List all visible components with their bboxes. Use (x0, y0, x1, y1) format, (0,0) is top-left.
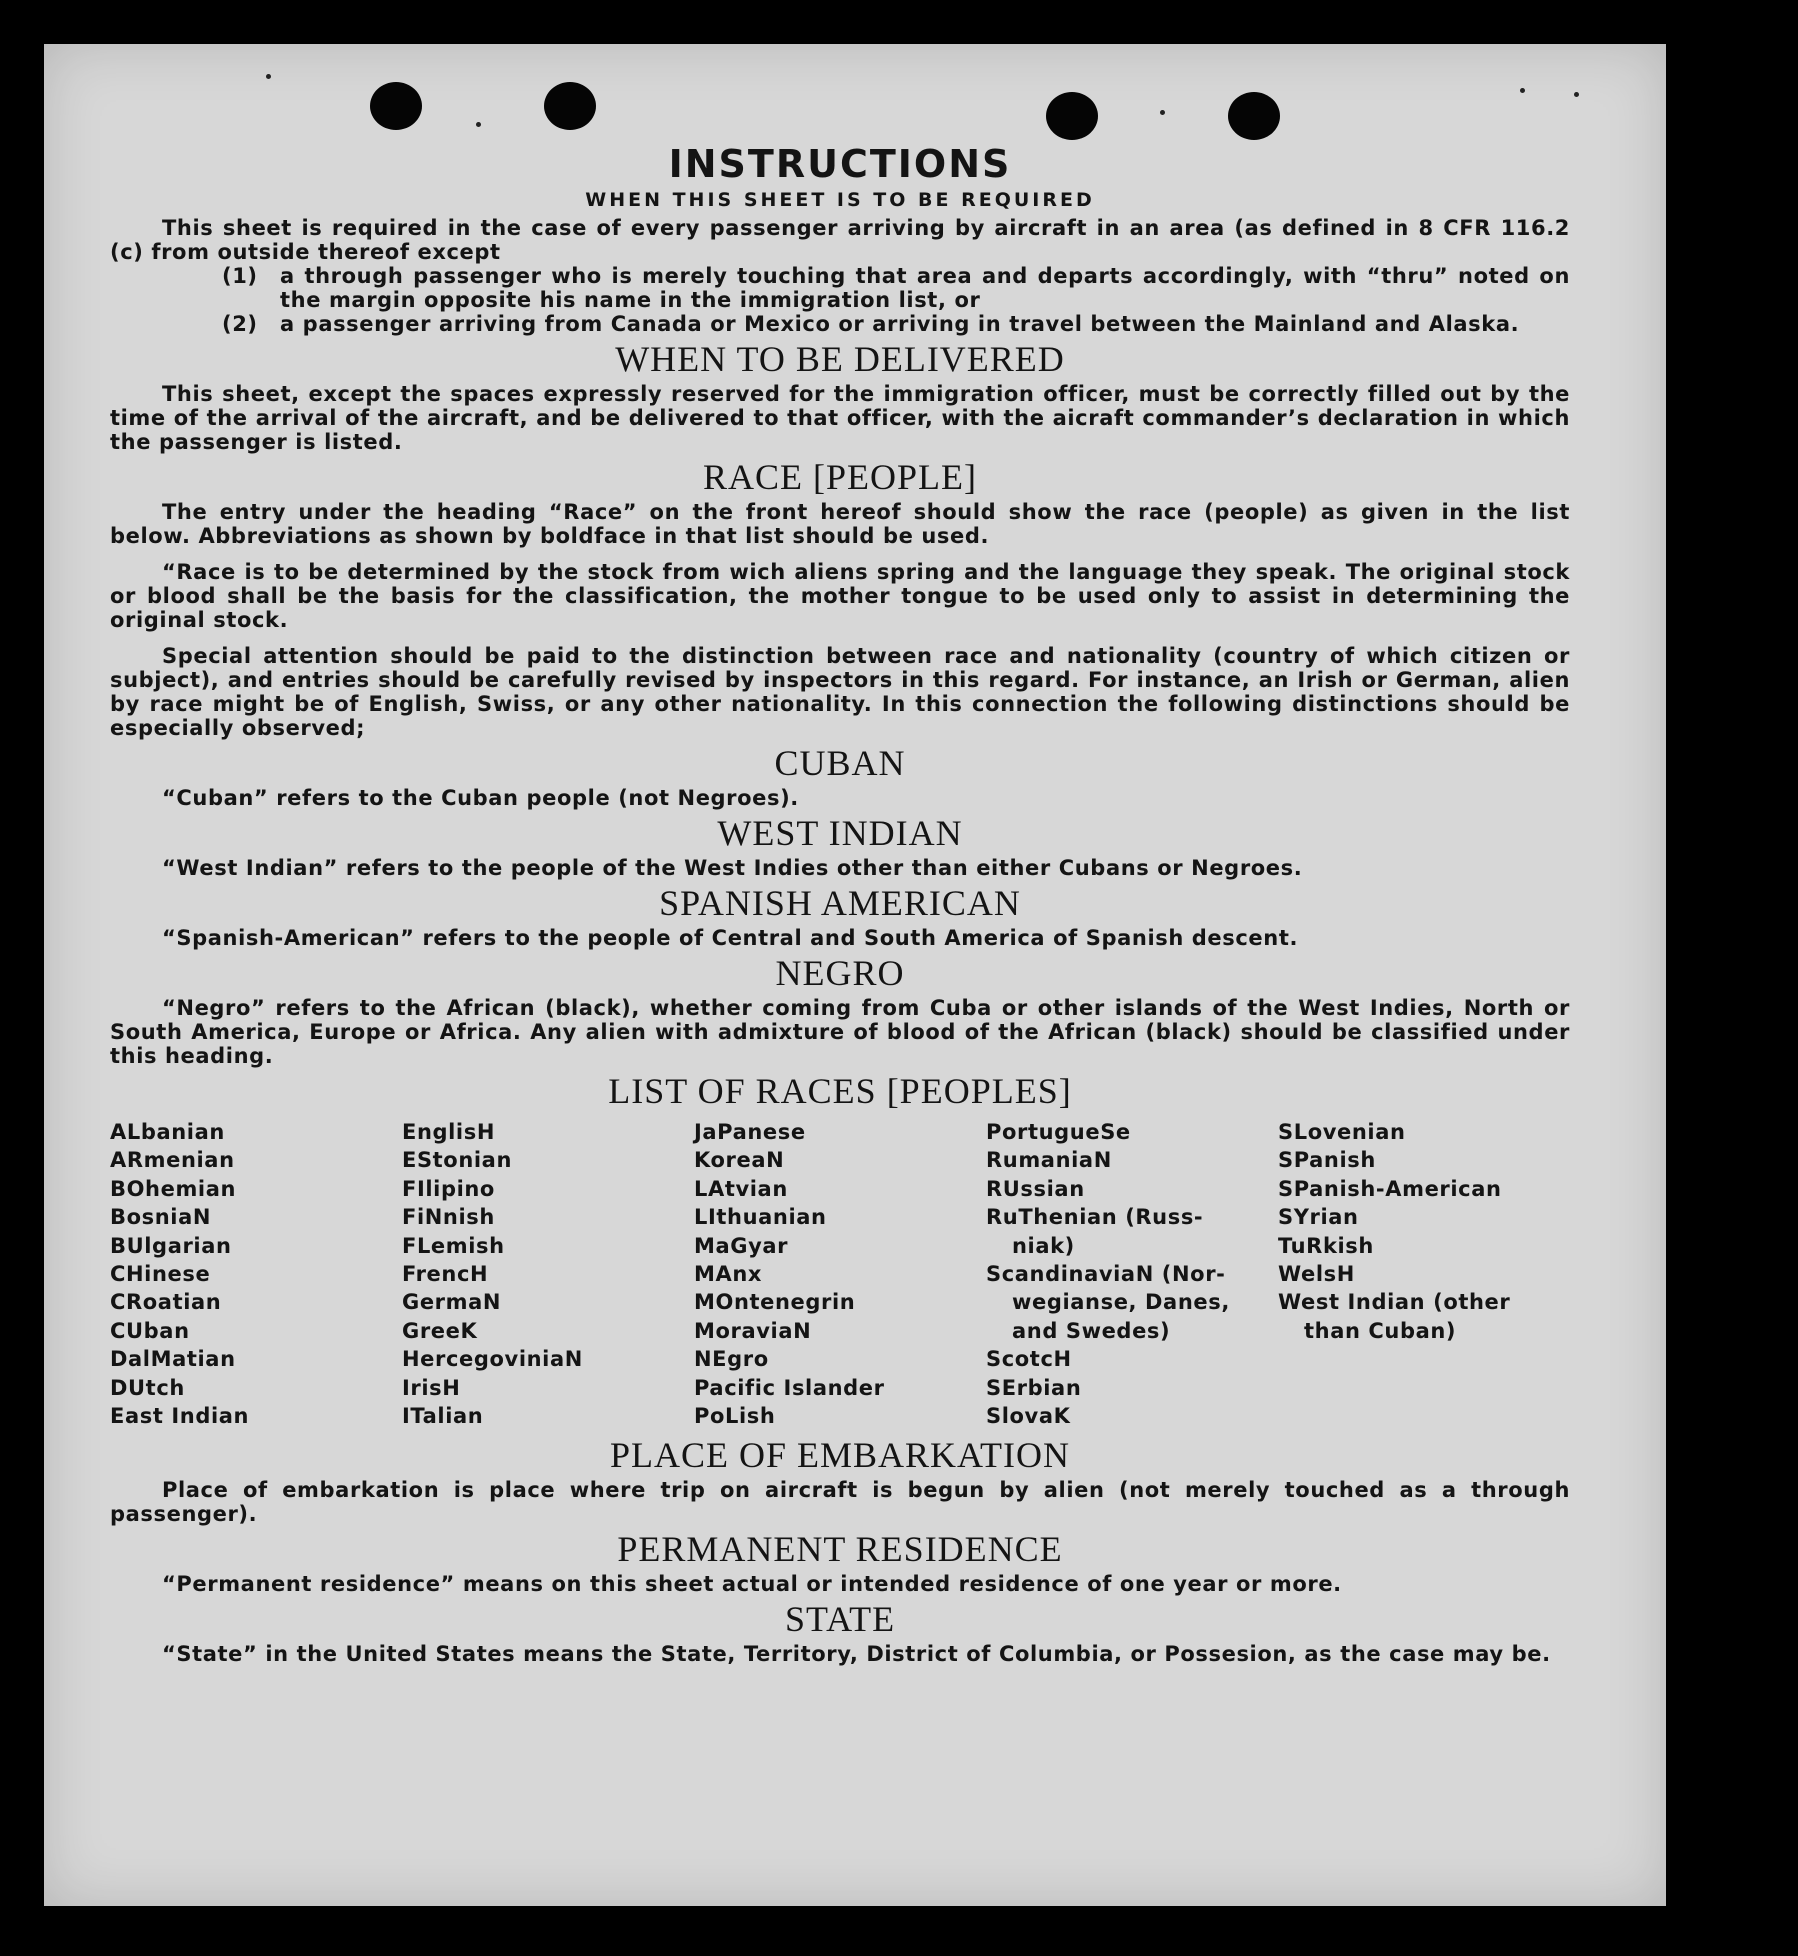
section-paragraph: The entry under the heading “Race” on the front hereof should show the race (people) as given in the list below. Abbreviations as shown by boldface in that list should be used. (110, 500, 1570, 548)
punch-hole (1228, 92, 1280, 140)
race-item: and Swedes) (1012, 1318, 1171, 1343)
subtitle: WHEN THIS SHEET IS TO BE REQUIRED (585, 189, 1095, 211)
section-heading: WEST INDIAN (717, 813, 963, 853)
race-item: GreeK (402, 1318, 478, 1343)
race-item: EStonian (402, 1148, 513, 1173)
race-item: ScandinaviaN (Nor- (986, 1262, 1226, 1287)
race-item: RUssian (986, 1176, 1085, 1201)
punch-hole (370, 82, 422, 130)
race-column (110, 1118, 402, 1430)
section-paragraph: “Permanent residence” means on this sheet actual or intended residence of one year or more. (162, 1572, 1342, 1597)
punch-hole (1046, 92, 1098, 140)
section-heading: RACE [PEOPLE] (703, 457, 977, 497)
race-item: FLemish (402, 1233, 505, 1258)
race-item: RumaniaN (986, 1148, 1112, 1173)
race-item: SlovaK (986, 1404, 1071, 1429)
race-item: BosniaN (110, 1205, 212, 1230)
race-item: wegianse, Danes, (1012, 1290, 1230, 1315)
race-item: ARmenian (110, 1148, 235, 1173)
race-item: than Cuban) (1304, 1318, 1457, 1343)
speck (1574, 92, 1579, 97)
section-heading: NEGRO (775, 953, 905, 993)
race-item: CUban (110, 1318, 190, 1343)
intro-paragraph: This sheet is required in the case of every passenger arriving by aircraft in an area (as defined in 8 CFR 116.2 (c) from outside thereof except (110, 216, 1570, 264)
speck (1160, 110, 1165, 115)
race-item: FIlipino (402, 1176, 495, 1201)
race-item: FrencH (402, 1262, 489, 1287)
race-column (1278, 1118, 1570, 1430)
race-list (110, 1118, 1570, 1430)
race-item: SPanish-American (1278, 1176, 1502, 1201)
instructions-text (110, 142, 1570, 1666)
race-item: DalMatian (110, 1347, 236, 1372)
race-item: CHinese (110, 1262, 211, 1287)
speck (1520, 88, 1525, 93)
race-item: LIthuanian (694, 1205, 827, 1230)
section-paragraph: “Race is to be determined by the stock from wich aliens spring and the language they speak. The original stock or blood shall be the basis for the classification, the mother tongue to be used only to assist in determining the original stock. (110, 560, 1570, 632)
race-item: JaPanese (694, 1120, 806, 1144)
section-heading: PLACE OF EMBARKATION (609, 1435, 1071, 1476)
section-heading: PERMANENT RESIDENCE (617, 1529, 1063, 1570)
race-item: Pacific Islander (694, 1375, 885, 1400)
section-paragraph: “West Indian” refers to the people of the West Indies other than either Cubans or Negroes. (162, 856, 1303, 880)
exception-number: (2) (222, 312, 258, 336)
section-paragraph: “Spanish-American” refers to the people of Central and South America of Spanish descent. (162, 926, 1299, 950)
race-item: BOhemian (110, 1176, 237, 1201)
race-item: LAtvian (694, 1176, 788, 1201)
page-title: INSTRUCTIONS (668, 142, 1012, 186)
section-paragraph: Special attention should be paid to the distinction between race and nationality (country of which citizen or subject), and entries should be carefully revised by inspectors in this regard. For instance, an Irish or German, alien by race might be of English, Swiss, or any other nationality. In this connection the following distinctions should be especially observed; (110, 644, 1570, 740)
race-item: ALbanian (110, 1120, 225, 1144)
speck (476, 122, 481, 127)
race-column (986, 1118, 1278, 1430)
race-column (402, 1118, 694, 1430)
race-item: RuThenian (Russ- (986, 1205, 1204, 1230)
race-item: WelsH (1278, 1262, 1355, 1287)
race-item: ScotcH (986, 1347, 1072, 1372)
section-heading: STATE (784, 1599, 896, 1640)
race-item: SLovenian (1278, 1120, 1406, 1144)
race-item: HercegoviniaN (402, 1347, 583, 1372)
race-item: PortugueSe (986, 1120, 1131, 1144)
race-item: FiNnish (402, 1205, 495, 1230)
race-item: SPanish (1278, 1148, 1376, 1173)
race-item: CRoatian (110, 1290, 222, 1315)
race-item: NEgro (694, 1347, 769, 1372)
section-heading: WHEN TO BE DELIVERED (615, 339, 1065, 379)
race-column (694, 1118, 986, 1430)
race-item: IrisH (402, 1375, 461, 1400)
section-paragraph: “State” in the United States means the State, Territory, District of Columbia, or Possesion, as the case may be. (162, 1642, 1551, 1667)
speck (266, 74, 271, 79)
race-item: EnglisH (402, 1120, 495, 1144)
punch-hole (544, 82, 596, 130)
section-heading: CUBAN (774, 743, 906, 783)
race-item: TuRkish (1278, 1233, 1374, 1258)
race-item: West Indian (other (1278, 1290, 1511, 1315)
exception-item (110, 312, 1570, 336)
race-item: MAnx (694, 1262, 763, 1287)
race-item: GermaN (402, 1290, 502, 1315)
exception-text: a passenger arriving from Canada or Mexico or arriving in travel between the Mainland and Alaska. (280, 312, 1520, 336)
exception-text: a through passenger who is merely touching that area and departs accordingly, with “thru” noted on the margin opposite his name in the immigration list, or (280, 264, 1570, 312)
exception-number: (1) (222, 264, 258, 288)
section-paragraph: Place of embarkation is place where trip on aircraft is begun by alien (not merely touched as a through passenger). (110, 1478, 1570, 1527)
race-item: SYrian (1278, 1205, 1359, 1230)
section-paragraph: “Negro” refers to the African (black), whether coming from Cuba or other islands of the West Indies, North or South America, Europe or Africa. Any alien with admixture of blood of the African (black) should be classified under this heading. (110, 996, 1570, 1068)
race-item: SErbian (986, 1375, 1082, 1400)
section-paragraph: This sheet, except the spaces expressly reserved for the immigration officer, must be correctly filled out by the time of the arrival of the aircraft, and be delivered to that officer, with the aicraft commander’s declaration in which the passenger is listed. (110, 382, 1570, 454)
race-item: MoraviaN (694, 1318, 812, 1343)
section-heading: LIST OF RACES [PEOPLES] (608, 1071, 1072, 1111)
race-item: niak) (1012, 1233, 1075, 1258)
race-item: KoreaN (694, 1148, 785, 1173)
race-item: East Indian (110, 1404, 250, 1429)
section-heading: SPANISH AMERICAN (659, 883, 1021, 923)
document-page (44, 44, 1666, 1906)
race-item: DUtch (110, 1375, 185, 1400)
race-item: PoLish (694, 1404, 776, 1429)
race-item: MaGyar (694, 1233, 789, 1258)
race-item: BUlgarian (110, 1233, 232, 1258)
race-item: ITalian (402, 1404, 484, 1429)
exception-item (110, 264, 1570, 312)
section-paragraph: “Cuban” refers to the Cuban people (not Negroes). (162, 786, 799, 810)
race-item: MOntenegrin (694, 1290, 856, 1315)
